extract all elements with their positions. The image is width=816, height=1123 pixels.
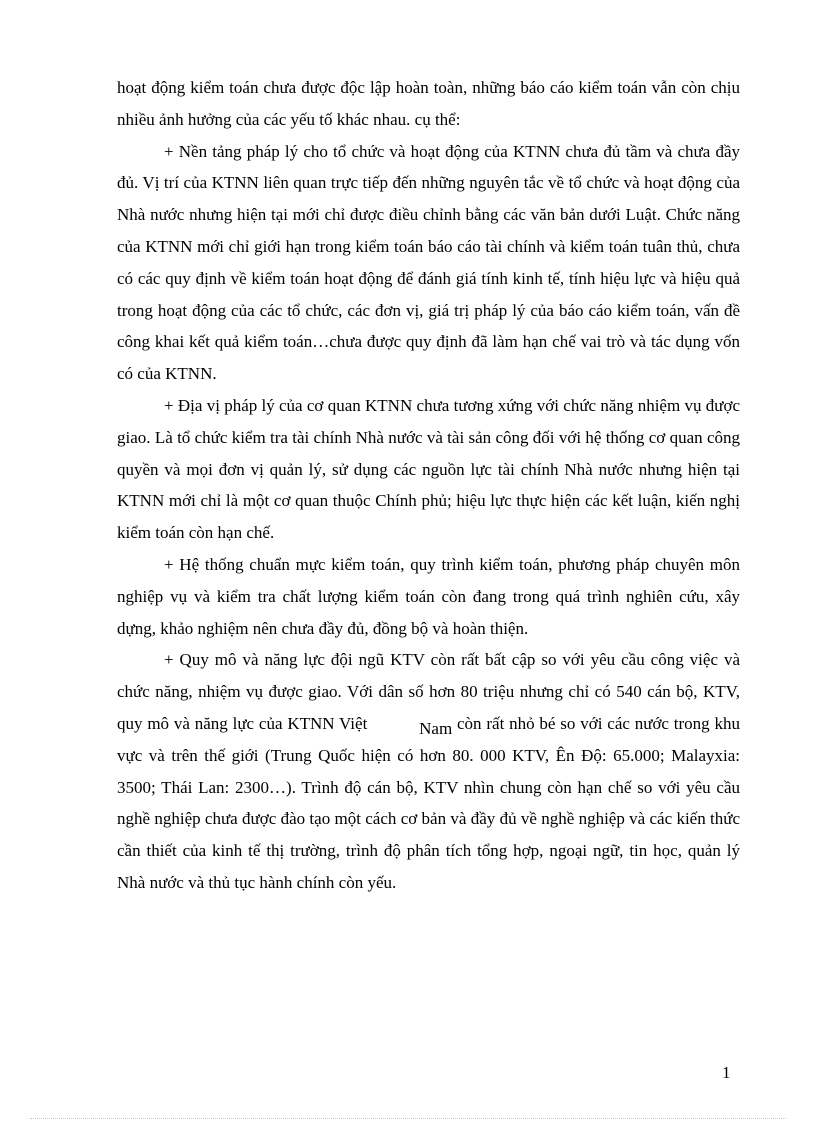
paragraph-legal-status: + Địa vị pháp lý của cơ quan KTNN chưa tương xứng với chức năng nhiệm vụ được giao. Là tổ chức kiểm tra tài chính Nhà nước và tài sản công đối với hệ thống cơ quan công quyền và mọi đơn vị quản lý, sử dụng các nguồn lực tài chính Nhà nước nhưng hiện tại KTNN mới chỉ là một cơ quan thuộc Chính phủ; hiệu lực thực hiện các kết luận, kiến nghị kiểm toán còn hạn chế. — [117, 395, 740, 543]
document-body — [117, 72, 740, 899]
paragraph-legal-foundation: + Nền tảng pháp lý cho tổ chức và hoạt động của KTNN chưa đủ tầm và chưa đầy đủ. Vị trí của KTNN liên quan trực tiếp đến những nguyên tắc về tổ chức và hoạt động của Nhà nước nhưng hiện tại mới chỉ được điều chỉnh bằng các văn bản dưới Luật. Chức năng của KTNN mới chỉ giới hạn trong kiểm toán báo cáo tài chính và kiểm toán tuân thủ, chưa có các quy định về kiểm toán hoạt động để đánh giá tính kinh tế, tính hiệu lực và hiệu quả trong hoạt động của các tổ chức, các đơn vị, giá trị pháp lý của báo cáo kiểm toán, vấn đề công khai kết quả kiểm toán…chưa được quy định đã làm hạn chế vai trò và tác dụng vốn có của KTNN. — [117, 141, 740, 384]
paragraph-staff-capacity — [117, 644, 740, 898]
paragraph-intro: hoạt động kiểm toán chưa được độc lập hoàn toàn, những báo cáo kiểm toán vẫn còn chịu nhiều ảnh hưởng của các yếu tố khác nhau. cụ thể: — [117, 78, 740, 129]
paragraph-audit-standards: + Hệ thống chuẩn mực kiểm toán, quy trình kiểm toán, phương pháp chuyên môn nghiệp vụ và kiểm tra chất lượng kiểm toán còn đang trong quá trình nghiên cứu, xây dựng, khảo nghiệm nên chưa đầy đủ, đồng bộ và hoàn thiện. — [117, 554, 740, 638]
page-number: 1 — [722, 1063, 731, 1082]
paragraph-staff-text-before: + Quy mô và năng lực đội ngũ KTV còn rất bất cập so với yêu cầu công việc và chức năng, nhiệm vụ được giao. Với dân số hơn 80 triệu nhưng chỉ có 540 cán bộ, KTV, quy mô và năng lực của KTNN Việt — [117, 650, 740, 733]
paragraph-staff-text-subscript: Nam — [419, 718, 453, 738]
page-bottom-border — [30, 1118, 786, 1119]
paragraph-staff-text-after: còn rất nhỏ bé so với các nước trong khu vực và trên thế giới (Trung Quốc hiện có hơn 80. 000 KTV, Ên Độ: 65.000; Malayxia: 3500; Thái Lan: 2300…). Trình độ cán bộ, KTV nhìn chung còn hạn chế so với yêu cầu nghề nghiệp chưa được đào tạo một cách cơ bản và đầy đủ về nghề nghiệp và các kiến thức cần thiết của kinh tế thị trường, trình độ phân tích tổng hợp, ngoại ngữ, tin học, quản lý Nhà nước và thủ tục hành chính còn yếu. — [117, 713, 741, 892]
